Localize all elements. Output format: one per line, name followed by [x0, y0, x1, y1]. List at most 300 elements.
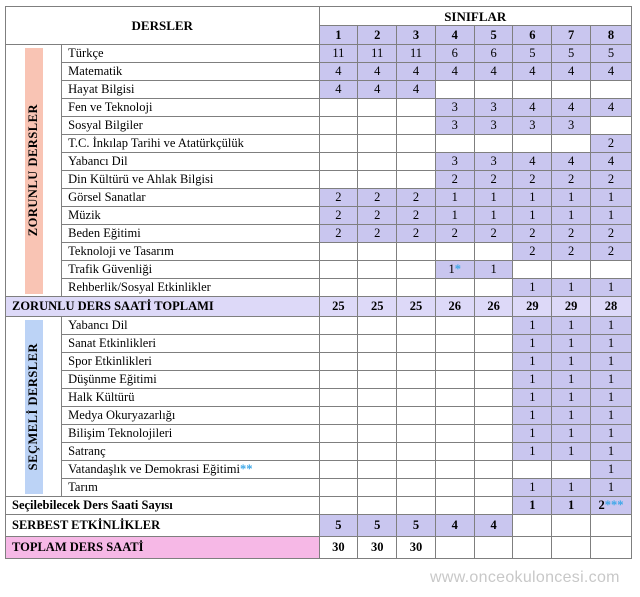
course-name	[62, 279, 319, 297]
hour-cell	[397, 443, 436, 461]
course-name-text: Din Kültürü ve Ahlak Bilgisi	[68, 172, 214, 186]
hour-cell	[358, 99, 397, 117]
table-row	[6, 407, 632, 425]
zorunlu-total-row	[6, 297, 632, 317]
course-name	[62, 243, 319, 261]
course-name	[62, 461, 319, 479]
hour-cell	[474, 371, 513, 389]
hour-cell: 3	[435, 99, 474, 117]
hour-cell	[474, 81, 513, 99]
table-row	[6, 135, 632, 153]
selectable-label: Seçilebilecek Ders Saati Sayısı	[6, 497, 320, 515]
course-name-text: Medya Okuryazarlığı	[68, 408, 176, 422]
serbest-cell: 5	[319, 515, 358, 537]
hour-cell	[319, 117, 358, 135]
hour-cell: 1	[591, 479, 632, 497]
hour-cell	[397, 99, 436, 117]
hour-cell: 1	[513, 189, 552, 207]
hour-cell	[474, 279, 513, 297]
hour-cell	[358, 461, 397, 479]
hour-cell: 3	[435, 153, 474, 171]
grade-header-5: 5	[474, 26, 513, 45]
hour-cell: 1	[591, 353, 632, 371]
course-name	[62, 189, 319, 207]
course-name	[62, 335, 319, 353]
selectable-row	[6, 497, 632, 515]
hour-cell: 1	[552, 207, 591, 225]
course-name-text: T.C. İnkılap Tarihi ve Atatürkçülük	[68, 136, 244, 150]
hour-cell	[474, 335, 513, 353]
total-cell: 28	[591, 297, 632, 317]
course-name-text: Türkçe	[68, 46, 104, 60]
hour-cell	[513, 135, 552, 153]
course-name-text: Hayat Bilgisi	[68, 82, 135, 96]
hour-cell: 1	[513, 425, 552, 443]
hour-cell: 11	[358, 45, 397, 63]
hour-cell: 1	[552, 279, 591, 297]
hour-cell	[552, 135, 591, 153]
serbest-row	[6, 515, 632, 537]
toplam-cell: 30	[358, 537, 397, 559]
total-cell: 29	[513, 297, 552, 317]
table-row	[6, 81, 632, 99]
course-name-text: Vatandaşlık ve Demokrasi Eğitimi	[68, 462, 240, 476]
hour-cell: 4	[591, 153, 632, 171]
serbest-cell: 5	[358, 515, 397, 537]
course-name	[62, 371, 319, 389]
table-row	[6, 353, 632, 371]
table-row	[6, 389, 632, 407]
hour-cell	[319, 425, 358, 443]
hour-cell: 2	[358, 207, 397, 225]
course-name-text: Trafik Güvenliği	[68, 262, 153, 276]
course-name	[62, 63, 319, 81]
hour-cell: 1	[552, 317, 591, 335]
hour-cell	[358, 135, 397, 153]
hour-cell: 1	[591, 461, 632, 479]
hour-cell: 11	[397, 45, 436, 63]
hour-cell	[319, 261, 358, 279]
hour-cell	[397, 479, 436, 497]
course-name	[62, 407, 319, 425]
hour-cell	[397, 317, 436, 335]
hour-cell: 1	[552, 189, 591, 207]
hour-cell: 2	[397, 225, 436, 243]
hour-cell	[319, 389, 358, 407]
course-name	[62, 479, 319, 497]
hour-cell: 1	[513, 317, 552, 335]
hour-cell: 2	[591, 225, 632, 243]
hour-cell	[397, 407, 436, 425]
grade-header-3: 3	[397, 26, 436, 45]
curriculum-table	[5, 6, 632, 559]
hour-cell	[435, 243, 474, 261]
hour-cell: 1	[513, 279, 552, 297]
hour-cell: 1	[513, 389, 552, 407]
serbest-cell: 5	[397, 515, 436, 537]
hour-cell: 6	[435, 45, 474, 63]
hour-cell: 2	[513, 171, 552, 189]
hour-cell: 4	[319, 63, 358, 81]
hour-cell	[435, 407, 474, 425]
hour-cell	[552, 261, 591, 279]
hour-cell	[358, 335, 397, 353]
hour-cell: 1	[474, 261, 513, 279]
table-row	[6, 45, 632, 63]
course-name	[62, 443, 319, 461]
hour-cell: 1	[591, 389, 632, 407]
hour-cell	[474, 135, 513, 153]
table-row	[6, 443, 632, 461]
hour-cell	[474, 317, 513, 335]
table-row	[6, 117, 632, 135]
course-name	[62, 225, 319, 243]
table-row	[6, 99, 632, 117]
selectable-cell: 1	[552, 497, 591, 515]
course-name	[62, 207, 319, 225]
siniflar-header: SINIFLAR	[319, 7, 632, 26]
hour-cell: 3	[435, 117, 474, 135]
hour-cell	[397, 153, 436, 171]
course-name	[62, 261, 319, 279]
hour-cell	[319, 135, 358, 153]
hour-cell: 1	[552, 389, 591, 407]
selectable-cell: 2***	[591, 497, 632, 515]
hour-cell: 6	[474, 45, 513, 63]
hour-cell: 1	[435, 207, 474, 225]
hour-cell: 4	[397, 81, 436, 99]
hour-cell	[397, 117, 436, 135]
serbest-cell	[513, 515, 552, 537]
hour-cell	[397, 461, 436, 479]
hour-cell	[358, 117, 397, 135]
secmeli-side-label	[6, 317, 62, 497]
hour-cell: 1	[552, 479, 591, 497]
course-name	[62, 389, 319, 407]
course-name	[62, 135, 319, 153]
hour-cell: 1	[474, 207, 513, 225]
secmeli-side-text: SEÇMELİ DERSLER	[26, 342, 41, 471]
toplam-label: TOPLAM DERS SAATİ	[6, 537, 320, 559]
course-name-text: Sosyal Bilgiler	[68, 118, 143, 132]
hour-cell: 3	[552, 117, 591, 135]
hour-cell	[474, 353, 513, 371]
hour-cell	[435, 135, 474, 153]
hour-cell: 4	[397, 63, 436, 81]
hour-cell: 2	[552, 171, 591, 189]
course-name-text: Teknoloji ve Tasarım	[68, 244, 174, 258]
hour-cell: 2	[319, 225, 358, 243]
zorunlu-side-text: ZORUNLU DERSLER	[26, 104, 41, 237]
hour-cell: 2	[591, 243, 632, 261]
course-name	[62, 425, 319, 443]
hour-cell: 2	[435, 225, 474, 243]
course-name-text: Satranç	[68, 444, 106, 458]
hour-cell	[435, 371, 474, 389]
hour-cell: 4	[513, 63, 552, 81]
hour-cell: 4	[358, 81, 397, 99]
dersler-header: DERSLER	[6, 7, 320, 45]
course-name-text: Görsel Sanatlar	[68, 190, 146, 204]
hour-cell	[319, 279, 358, 297]
hour-cell: 2	[513, 243, 552, 261]
hour-cell: 1	[552, 371, 591, 389]
hour-cell	[397, 389, 436, 407]
selectable-cell	[474, 497, 513, 515]
footnote-mark: **	[240, 462, 253, 476]
hour-cell: 2	[552, 243, 591, 261]
hour-cell	[435, 425, 474, 443]
hour-cell: 3	[474, 99, 513, 117]
table-row	[6, 153, 632, 171]
hour-cell	[474, 425, 513, 443]
hour-cell: 2	[513, 225, 552, 243]
hour-cell	[358, 443, 397, 461]
hour-cell: 1	[552, 425, 591, 443]
hour-cell: 1	[591, 279, 632, 297]
course-name-text: Bilişim Teknolojileri	[68, 426, 173, 440]
table-row	[6, 261, 632, 279]
course-name-text: Düşünme Eğitimi	[68, 372, 157, 386]
hour-cell: 5	[591, 45, 632, 63]
hour-cell	[319, 461, 358, 479]
hour-cell	[397, 335, 436, 353]
course-name-text: Halk Kültürü	[68, 390, 135, 404]
serbest-cell: 4	[474, 515, 513, 537]
hour-cell	[397, 135, 436, 153]
hour-cell	[319, 171, 358, 189]
course-name	[62, 171, 319, 189]
hour-cell: 2	[591, 171, 632, 189]
table-row	[6, 225, 632, 243]
hour-cell	[474, 407, 513, 425]
course-name-text: Sanat Etkinlikleri	[68, 336, 156, 350]
toplam-cell: 30	[319, 537, 358, 559]
hour-cell	[319, 443, 358, 461]
hour-cell: 1	[513, 353, 552, 371]
hour-cell	[552, 81, 591, 99]
hour-cell: 2	[435, 171, 474, 189]
hour-cell: 1	[513, 371, 552, 389]
hour-cell	[435, 389, 474, 407]
selectable-cell	[319, 497, 358, 515]
hour-cell	[397, 171, 436, 189]
toplam-row	[6, 537, 632, 559]
table-row	[6, 479, 632, 497]
hour-cell	[358, 171, 397, 189]
hour-cell	[319, 371, 358, 389]
total-cell: 29	[552, 297, 591, 317]
hour-cell: 1	[513, 207, 552, 225]
table-row	[6, 371, 632, 389]
hour-cell	[474, 443, 513, 461]
hour-cell	[358, 243, 397, 261]
hour-cell	[397, 279, 436, 297]
hour-cell: 4	[591, 63, 632, 81]
hour-cell	[435, 443, 474, 461]
table-row	[6, 207, 632, 225]
hour-cell: 1	[591, 189, 632, 207]
hour-cell	[319, 479, 358, 497]
hour-cell: 1	[591, 317, 632, 335]
hour-cell: 1	[591, 407, 632, 425]
hour-cell: 1*	[435, 261, 474, 279]
course-name	[62, 153, 319, 171]
selectable-cell	[397, 497, 436, 515]
serbest-cell	[591, 515, 632, 537]
hour-cell	[358, 407, 397, 425]
serbest-cell	[552, 515, 591, 537]
total-cell: 25	[358, 297, 397, 317]
course-name-text: Müzik	[68, 208, 101, 222]
total-cell: 25	[319, 297, 358, 317]
toplam-cell: 30	[397, 537, 436, 559]
grade-header-6: 6	[513, 26, 552, 45]
hour-cell	[358, 261, 397, 279]
hour-cell: 2	[474, 171, 513, 189]
grade-header-2: 2	[358, 26, 397, 45]
hour-cell	[591, 81, 632, 99]
hour-cell: 4	[552, 153, 591, 171]
hour-cell: 4	[513, 99, 552, 117]
hour-cell	[358, 153, 397, 171]
serbest-cell: 4	[435, 515, 474, 537]
hour-cell: 4	[591, 99, 632, 117]
hour-cell: 1	[591, 207, 632, 225]
watermark: www.onceokuloncesi.com	[430, 569, 620, 586]
hour-cell	[591, 261, 632, 279]
hour-cell	[358, 353, 397, 371]
course-name	[62, 81, 319, 99]
selectable-cell	[435, 497, 474, 515]
toplam-cell	[591, 537, 632, 559]
hour-cell: 11	[319, 45, 358, 63]
hour-cell: 1	[552, 353, 591, 371]
course-name-text: Matematik	[68, 64, 123, 78]
hour-cell: 1	[474, 189, 513, 207]
hour-cell: 2	[358, 225, 397, 243]
hour-cell	[513, 261, 552, 279]
course-name-text: Yabancı Dil	[68, 318, 128, 332]
hour-cell: 2	[552, 225, 591, 243]
hour-cell: 2	[319, 207, 358, 225]
hour-cell: 4	[358, 63, 397, 81]
grade-header-1: 1	[319, 26, 358, 45]
table-row	[6, 63, 632, 81]
hour-cell: 4	[319, 81, 358, 99]
hour-cell	[397, 243, 436, 261]
hour-cell: 4	[552, 99, 591, 117]
hour-cell: 3	[474, 153, 513, 171]
hour-cell: 2	[358, 189, 397, 207]
hour-cell	[474, 243, 513, 261]
hour-cell: 4	[435, 63, 474, 81]
hour-cell	[319, 243, 358, 261]
table-row	[6, 243, 632, 261]
hour-cell	[358, 371, 397, 389]
hour-cell: 1	[513, 443, 552, 461]
hour-cell	[319, 317, 358, 335]
hour-cell	[397, 371, 436, 389]
hour-cell	[358, 279, 397, 297]
course-name	[62, 317, 319, 335]
hour-cell: 1	[552, 407, 591, 425]
course-name	[62, 353, 319, 371]
hour-cell	[319, 407, 358, 425]
table-row	[6, 189, 632, 207]
course-name	[62, 99, 319, 117]
selectable-cell: 1	[513, 497, 552, 515]
hour-cell	[358, 425, 397, 443]
hour-cell	[474, 389, 513, 407]
table-row	[6, 335, 632, 353]
hour-cell: 5	[552, 45, 591, 63]
toplam-cell	[474, 537, 513, 559]
hour-cell: 3	[474, 117, 513, 135]
hour-cell	[513, 81, 552, 99]
total-cell: 26	[435, 297, 474, 317]
total-cell: 26	[474, 297, 513, 317]
hour-cell: 1	[513, 479, 552, 497]
course-name-text: Yabancı Dil	[68, 154, 128, 168]
hour-cell	[435, 335, 474, 353]
course-name-text: Beden Eğitimi	[68, 226, 141, 240]
hour-cell: 1	[435, 189, 474, 207]
hour-cell	[474, 461, 513, 479]
hour-cell	[435, 353, 474, 371]
hour-cell	[435, 461, 474, 479]
table-row	[6, 425, 632, 443]
hour-cell: 1	[513, 335, 552, 353]
hour-cell: 2	[474, 225, 513, 243]
hour-cell: 1	[552, 443, 591, 461]
hour-cell	[435, 81, 474, 99]
table-row	[6, 317, 632, 335]
grade-header-8: 8	[591, 26, 632, 45]
table-row	[6, 461, 632, 479]
hour-cell: 1	[552, 335, 591, 353]
hour-cell: 1	[591, 425, 632, 443]
course-name-text: Fen ve Teknoloji	[68, 100, 153, 114]
serbest-label: SERBEST ETKİNLİKLER	[6, 515, 320, 537]
hour-cell	[513, 461, 552, 479]
hour-cell: 1	[513, 407, 552, 425]
hour-cell: 2	[397, 207, 436, 225]
hour-cell	[397, 353, 436, 371]
hour-cell	[319, 335, 358, 353]
hour-cell: 1	[591, 371, 632, 389]
hour-cell	[319, 99, 358, 117]
hour-cell	[435, 317, 474, 335]
hour-cell: 2	[397, 189, 436, 207]
grade-header-7: 7	[552, 26, 591, 45]
selectable-cell	[358, 497, 397, 515]
course-name-text: Spor Etkinlikleri	[68, 354, 152, 368]
table-row	[6, 171, 632, 189]
course-name-text: Tarım	[68, 480, 98, 494]
hour-cell: 4	[474, 63, 513, 81]
hour-cell	[435, 279, 474, 297]
footnote-mark: *	[454, 262, 462, 276]
hour-cell: 4	[552, 63, 591, 81]
hour-cell	[319, 153, 358, 171]
table-row	[6, 279, 632, 297]
zorunlu-total-label: ZORUNLU DERS SAATİ TOPLAMI	[6, 297, 320, 317]
hour-cell: 4	[513, 153, 552, 171]
hour-cell: 2	[591, 135, 632, 153]
footnote-mark: ***	[604, 498, 624, 512]
hour-cell	[358, 389, 397, 407]
